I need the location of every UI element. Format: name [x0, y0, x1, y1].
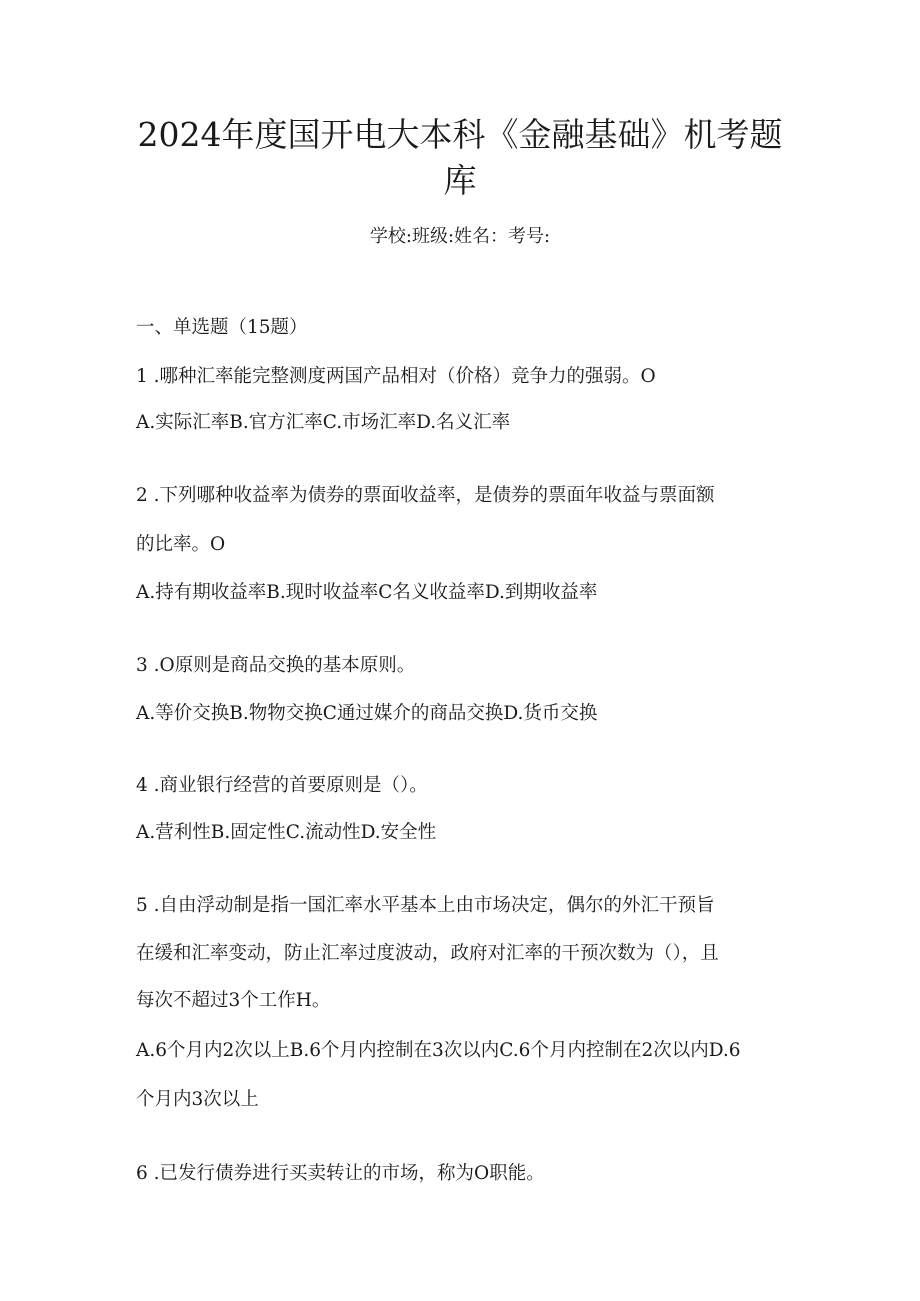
- student-info-line: 学校:班级:姓名：考号:: [369, 226, 551, 247]
- question-3-stem: 3 .O原则是商品交换的基本原则。: [136, 655, 416, 676]
- question-5-options-line-2: 个月内3次以上: [136, 1089, 259, 1110]
- question-3-options: A.等价交换B.物物交换C通过媒介的商品交换D.货币交换: [136, 703, 598, 724]
- question-4-options: A.营利性B.固定性C.流动性D.安全性: [136, 822, 437, 843]
- title-line-2: 库: [443, 161, 477, 200]
- question-5-options-line-1: A.6个月内2次以上B.6个月内控制在3次以内C.6个月内控制在2次以内D.6: [136, 1040, 741, 1061]
- document-title: [130, 112, 790, 204]
- question-5-stem-line-1: 5 .自由浮动制是指一国汇率水平基本上由市场决定，偶尔的外汇干预旨: [136, 895, 715, 916]
- question-5-stem-line-2: 在缓和汇率变动，防止汇率过度波动，政府对汇率的干预次数为（），且: [136, 943, 719, 964]
- title-line-1: 2024年度国开电大本科《金融基础》机考题: [137, 115, 783, 154]
- question-4-stem: 4 .商业银行经营的首要原则是（）。: [136, 775, 428, 796]
- question-1-options: A.实际汇率B.官方汇率C.市场汇率D.名义汇率: [136, 412, 511, 433]
- question-5-stem-line-3: 每次不超过3个工作H。: [136, 990, 331, 1011]
- question-1-stem: 1 .哪种汇率能完整测度两国产品相对（价格）竞争力的强弱。O: [136, 366, 656, 387]
- question-2-stem-line-1: 2 .下列哪种收益率为债券的票面收益率，是债券的票面年收益与票面额: [136, 485, 715, 506]
- question-2-options: A.持有期收益率B.现时收益率C名义收益率D.到期收益率: [136, 582, 598, 603]
- question-6-stem: 6 .已发行债券进行买卖转让的市场，称为O职能。: [136, 1163, 545, 1184]
- section-heading: 一、单选题（15题）: [136, 317, 308, 338]
- question-2-stem-line-2: 的比率。O: [136, 534, 226, 555]
